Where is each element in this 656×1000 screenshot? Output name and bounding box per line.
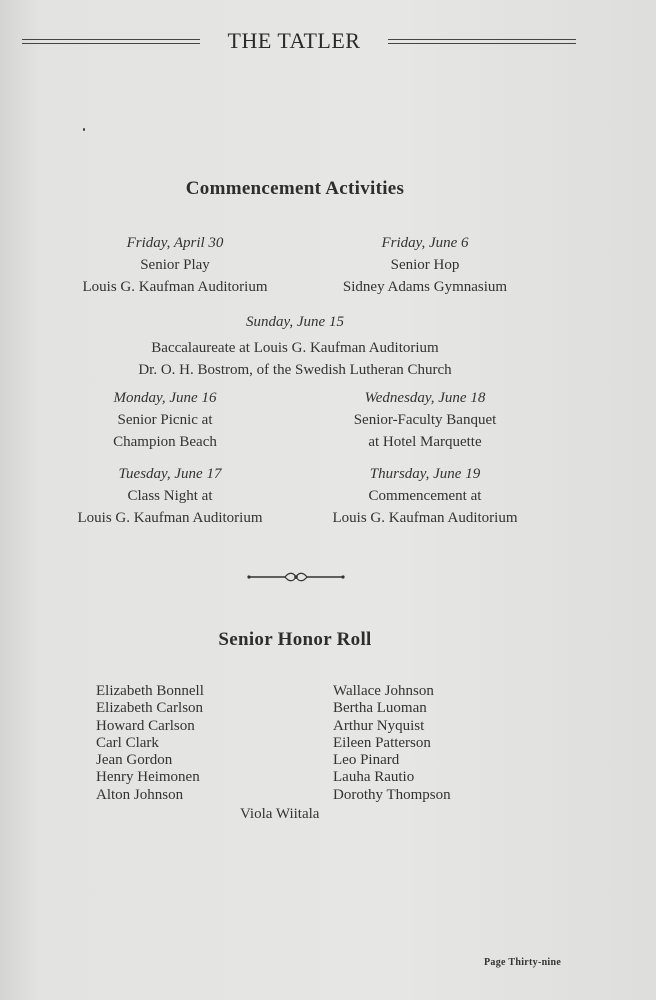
honor-name: Elizabeth Bonnell bbox=[96, 683, 204, 699]
honor-name: Alton Johnson bbox=[96, 786, 184, 803]
ornament-divider-icon bbox=[247, 569, 345, 585]
page-header bbox=[22, 28, 576, 54]
honor-name-centered: Viola Wiitala bbox=[240, 806, 320, 822]
event-date: Sunday, June 15 bbox=[246, 314, 344, 330]
event-date: Wednesday, June 18 bbox=[364, 390, 486, 406]
event-date: Monday, June 16 bbox=[113, 390, 217, 406]
commencement-title: Commencement Activities bbox=[185, 178, 405, 199]
honor-name: Arthur Nyquist bbox=[333, 717, 425, 734]
event-baccalaureate bbox=[60, 311, 530, 381]
ink-speck bbox=[83, 128, 85, 131]
honor-name: Carl Clark bbox=[96, 734, 159, 751]
event-line: at Hotel Marquette bbox=[368, 434, 482, 450]
event-class-night bbox=[40, 463, 300, 529]
event-line: Class Night at bbox=[127, 488, 213, 504]
event-date: Thursday, June 19 bbox=[369, 466, 481, 482]
event-senior-picnic bbox=[40, 387, 290, 453]
honor-name: Lauha Rautio bbox=[333, 769, 415, 786]
honor-name: Howard Carlson bbox=[96, 717, 195, 734]
honor-roll-right-column bbox=[333, 683, 451, 804]
event-line: Senior Hop bbox=[390, 257, 460, 273]
event-line: Senior Play bbox=[140, 257, 210, 273]
event-line: Louis G. Kaufman Auditorium bbox=[332, 510, 518, 526]
honor-roll-title: Senior Honor Roll bbox=[218, 629, 372, 650]
honor-name: Dorothy Thompson bbox=[333, 786, 451, 803]
honor-name: Henry Heimonen bbox=[96, 769, 200, 786]
event-line: Senior-Faculty Banquet bbox=[353, 412, 497, 428]
event-line: Dr. O. H. Bostrom, of the Swedish Lutheran Church bbox=[138, 362, 452, 378]
event-line: Louis G. Kaufman Auditorium bbox=[82, 279, 268, 295]
event-commencement bbox=[290, 463, 560, 529]
page-number: Page Thirty-nine bbox=[484, 957, 562, 968]
event-senior-play bbox=[40, 232, 310, 298]
event-line: Louis G. Kaufman Auditorium bbox=[77, 510, 263, 526]
header-rule-right bbox=[388, 39, 576, 44]
event-senior-faculty-banquet bbox=[300, 387, 550, 453]
event-date: Friday, April 30 bbox=[126, 235, 224, 251]
event-line: Baccalaureate at Louis G. Kaufman Auditorium bbox=[151, 340, 439, 356]
publication-title: THE TATLER bbox=[227, 28, 361, 53]
event-date: Friday, June 6 bbox=[381, 235, 469, 251]
honor-name: Elizabeth Carlson bbox=[96, 700, 204, 717]
header-rule-left bbox=[22, 39, 200, 44]
honor-name: Leo Pinard bbox=[333, 752, 400, 769]
event-date: Tuesday, June 17 bbox=[118, 466, 222, 482]
honor-name: Bertha Luoman bbox=[333, 700, 427, 717]
honor-roll-left-column bbox=[96, 683, 204, 804]
honor-name: Jean Gordon bbox=[96, 752, 173, 769]
event-senior-hop bbox=[300, 232, 550, 298]
event-line: Commencement at bbox=[368, 488, 482, 504]
honor-name: Eileen Patterson bbox=[333, 734, 431, 751]
event-line: Champion Beach bbox=[113, 434, 217, 450]
event-line: Senior Picnic at bbox=[117, 412, 213, 428]
event-line: Sidney Adams Gymnasium bbox=[342, 279, 508, 295]
honor-name: Wallace Johnson bbox=[333, 683, 434, 699]
